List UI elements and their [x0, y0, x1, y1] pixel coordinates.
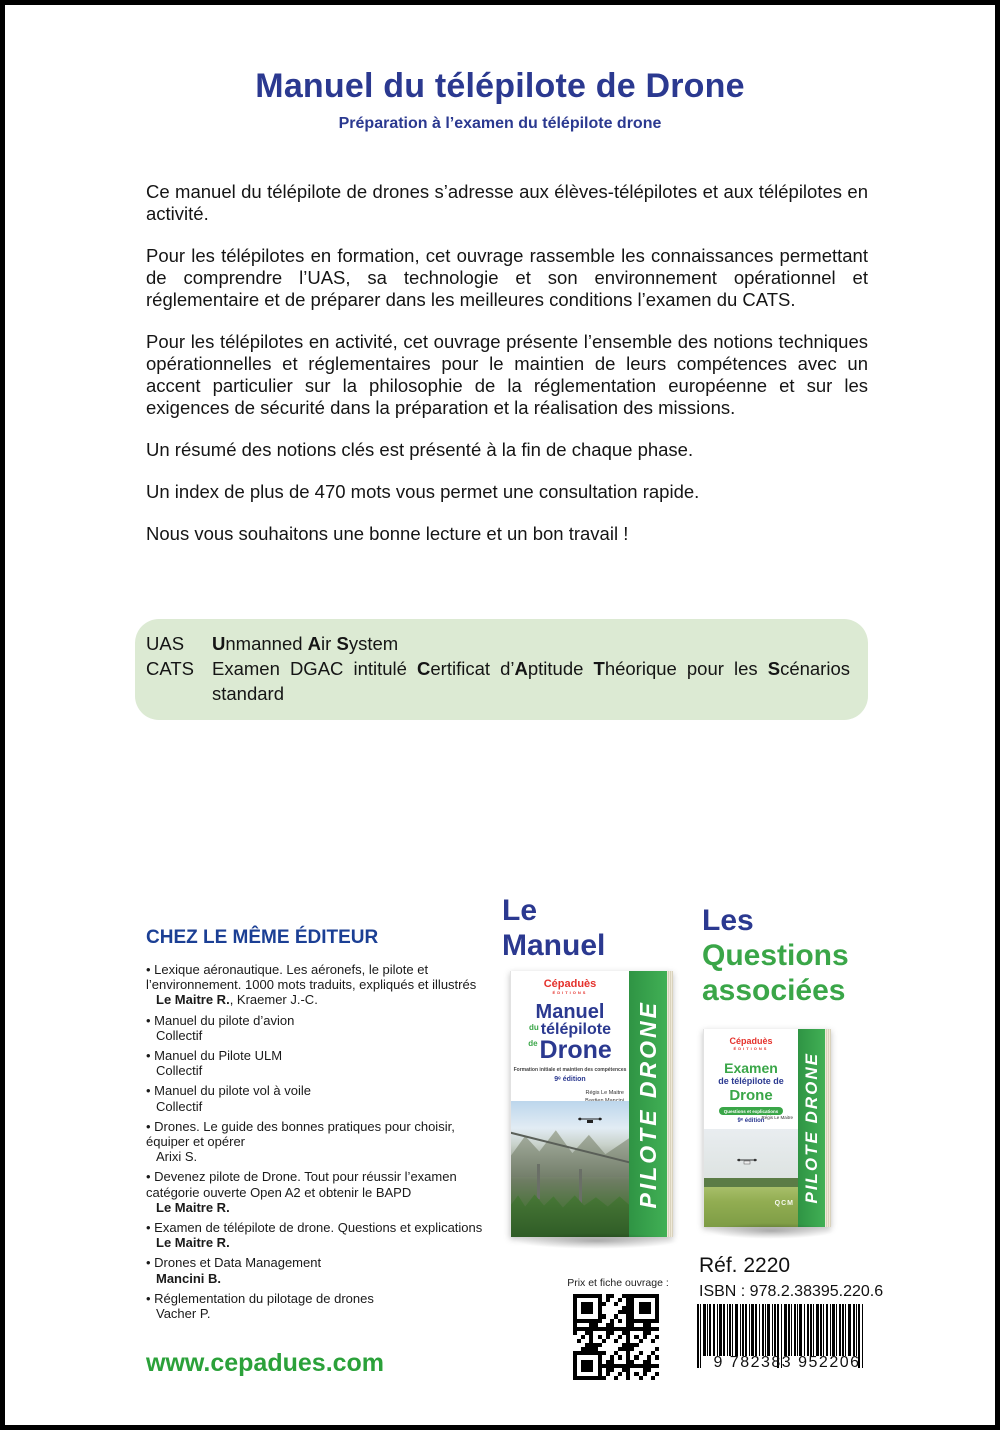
cover-photo-mountain: [511, 1101, 629, 1237]
book-title: • Manuel du Pilote ULM: [146, 1048, 283, 1064]
intro-paragraph: Pour les télépilotes en activité, cet ouvrage présente l’ensemble des notions techniques opérationnelles et réglementaires pour le maintien de leurs compétences avec un accent particulier sur la philosophie de la réglementation européenne et sur les exigences de sécurité dans la préparation et la réalisation des missions.: [146, 331, 868, 418]
book-list-item: [146, 1119, 494, 1165]
heading-line: Manuel: [502, 929, 606, 962]
book-cover-manuel: [510, 971, 673, 1237]
publisher-logo-text: Cépaduès: [729, 1036, 773, 1046]
book-authors: Le Maitre R.: [156, 1235, 230, 1251]
book-title: • Manuel du pilote vol à voile: [146, 1083, 311, 1099]
edition-label: 9ᵉ édition: [554, 1076, 586, 1083]
heading-line: Questions: [702, 939, 849, 972]
book-title: • Drones. Le guide des bonnes pratiques pour choisir, équiper et opérer: [146, 1118, 455, 1150]
edition-label: 9ᵉ édition: [737, 1118, 765, 1125]
author-name: Régis Le Maitre: [585, 1090, 624, 1096]
book-title: • Réglementation du pilotage de drones: [146, 1290, 374, 1306]
cover-tagline: Formation initiale et maintien des compétences: [513, 1067, 627, 1073]
book-authors: Collectif: [156, 1027, 203, 1043]
title-prefix: de: [528, 1039, 538, 1048]
book-spine: [629, 971, 667, 1237]
book-authors: Collectif: [156, 1098, 203, 1114]
book-title: • Devenez pilote de Drone. Tout pour réussir l’examen catégorie ouverte Open A2 et obtenir le BAPD: [146, 1169, 457, 1200]
ref-number: Réf. 2220: [699, 1254, 791, 1277]
intro-paragraph: Nous vous souhaitons une bonne lecture et un bon travail !: [146, 523, 629, 544]
publisher-logo-text: Cépaduès: [543, 978, 597, 990]
author-name: Régis Le Maitre: [761, 1115, 793, 1120]
cover-badge: Questions et explications: [719, 1107, 784, 1115]
publisher-logo-sub: ÉDITIONS: [733, 1046, 769, 1051]
title-prefix: du: [528, 1023, 539, 1032]
book-list-item: [146, 1048, 494, 1078]
spine-label: PILOTE DRONE: [801, 1052, 821, 1204]
photo-treeline: [704, 1178, 798, 1187]
barcode: [697, 1304, 877, 1374]
book-authors: Mancini B.: [156, 1270, 222, 1286]
cover-title-line: de télépilote de: [718, 1076, 784, 1087]
drone-icon: [736, 1158, 758, 1167]
book-list: [146, 962, 494, 1321]
barcode-digits: 9 782383 952206: [713, 1354, 861, 1371]
photo-mountains: [511, 1120, 629, 1177]
photo-trees: [511, 1191, 629, 1237]
page-title: Manuel du télépilote de Drone: [255, 67, 745, 105]
cover-title-line: Manuel: [535, 1001, 605, 1023]
book-spine: [798, 1029, 825, 1227]
cover-front: [510, 971, 629, 1237]
photo-pylon: [537, 1164, 540, 1199]
page-edge: [825, 1029, 831, 1227]
heading-line: associées: [702, 974, 846, 1007]
book-list-item: [146, 962, 494, 1008]
heading-line: Le: [502, 894, 538, 927]
cover-title-line: Examen: [724, 1060, 778, 1076]
drone-icon: [577, 1117, 603, 1126]
cover-front: [703, 1029, 798, 1227]
intro-paragraph: Un index de plus de 470 mots vous permet une consultation rapide.: [146, 481, 700, 502]
publisher-logo: [704, 1037, 798, 1051]
glossary-rows: [146, 631, 850, 706]
book-authors: Vacher P.: [156, 1306, 211, 1322]
isbn: ISBN : 978.2.38395.220.6: [699, 1283, 884, 1300]
book-cover-examen: [703, 1029, 831, 1227]
page-edge: [667, 971, 673, 1237]
book-authors: Le Maitre R., Kraemer J.-C.: [156, 992, 318, 1008]
book-list-item: [146, 1169, 494, 1215]
cover-photo-field: [704, 1129, 798, 1227]
glossary-term: CATS: [146, 658, 194, 679]
glossary-term: UAS: [146, 633, 185, 654]
book-authors: Arixi S.: [156, 1149, 198, 1165]
glossary-row: [146, 631, 850, 656]
book-authors: Le Maitre R.: [156, 1199, 230, 1215]
intro-paragraph: Un résumé des notions clés est présenté à la fin de chaque phase.: [146, 439, 694, 460]
qr-code: [573, 1294, 659, 1380]
glossary-box: [135, 619, 868, 720]
book-title: • Manuel du pilote d’avion: [146, 1012, 295, 1028]
title-main: Drone: [539, 1036, 612, 1064]
intro-paragraph: Pour les télépilotes en formation, cet ouvrage rassemble les connaissances permettant de comprendre l’UAS, sa technologie et son environnement opérationnel et réglementaire et de préparer dans les meilleures conditions l’examen du CATS.: [146, 245, 868, 310]
intro-text: [146, 181, 868, 565]
qr-caption: Prix et fiche ouvrage :: [567, 1277, 669, 1289]
publisher-section-heading: CHEZ LE MÊME ÉDITEUR: [146, 927, 379, 948]
glossary-definition: Unmanned Air System: [212, 633, 399, 654]
book-list-item: [146, 1083, 494, 1113]
book-list-item: [146, 1291, 494, 1321]
page-subtitle: Préparation à l’examen du télépilote drone: [338, 115, 662, 132]
publisher-section: [146, 927, 494, 1326]
book-title: • Examen de télépilote de drone. Questions et explications: [146, 1220, 483, 1236]
showcase-heading-left: [502, 893, 605, 963]
publisher-website: www.cepadues.com: [146, 1349, 385, 1377]
intro-paragraph: Ce manuel du télépilote de drones s’adresse aux élèves-télépilotes et aux télépilotes en activité.: [146, 181, 868, 224]
title-main: télépilote: [540, 1021, 611, 1038]
showcase-heading-right: [702, 903, 849, 1008]
glossary-row: [146, 656, 850, 706]
publisher-logo-sub: ÉDITIONS: [552, 990, 588, 995]
book-title: • Drones et Data Management: [146, 1255, 322, 1271]
cover-title-line: [511, 1038, 629, 1063]
qcm-label: QCM: [774, 1200, 794, 1207]
heading-line: Les: [702, 904, 754, 937]
book-list-item: [146, 1220, 494, 1250]
book-title: • Lexique aéronautique. Les aéronefs, le pilote et l’environnement. 1000 mots traduits, expliqués et illustrés: [146, 962, 477, 993]
glossary-definition: Examen DGAC intitulé Certificat d’Aptitude Théorique pour les Scénarios standard: [212, 658, 850, 704]
spine-label: PILOTE DRONE: [634, 999, 661, 1209]
book-list-item: [146, 1255, 494, 1285]
book-authors: Collectif: [156, 1063, 203, 1079]
cover-title-line: Drone: [729, 1086, 773, 1104]
book-list-item: [146, 1013, 494, 1043]
publisher-logo: [511, 979, 629, 995]
